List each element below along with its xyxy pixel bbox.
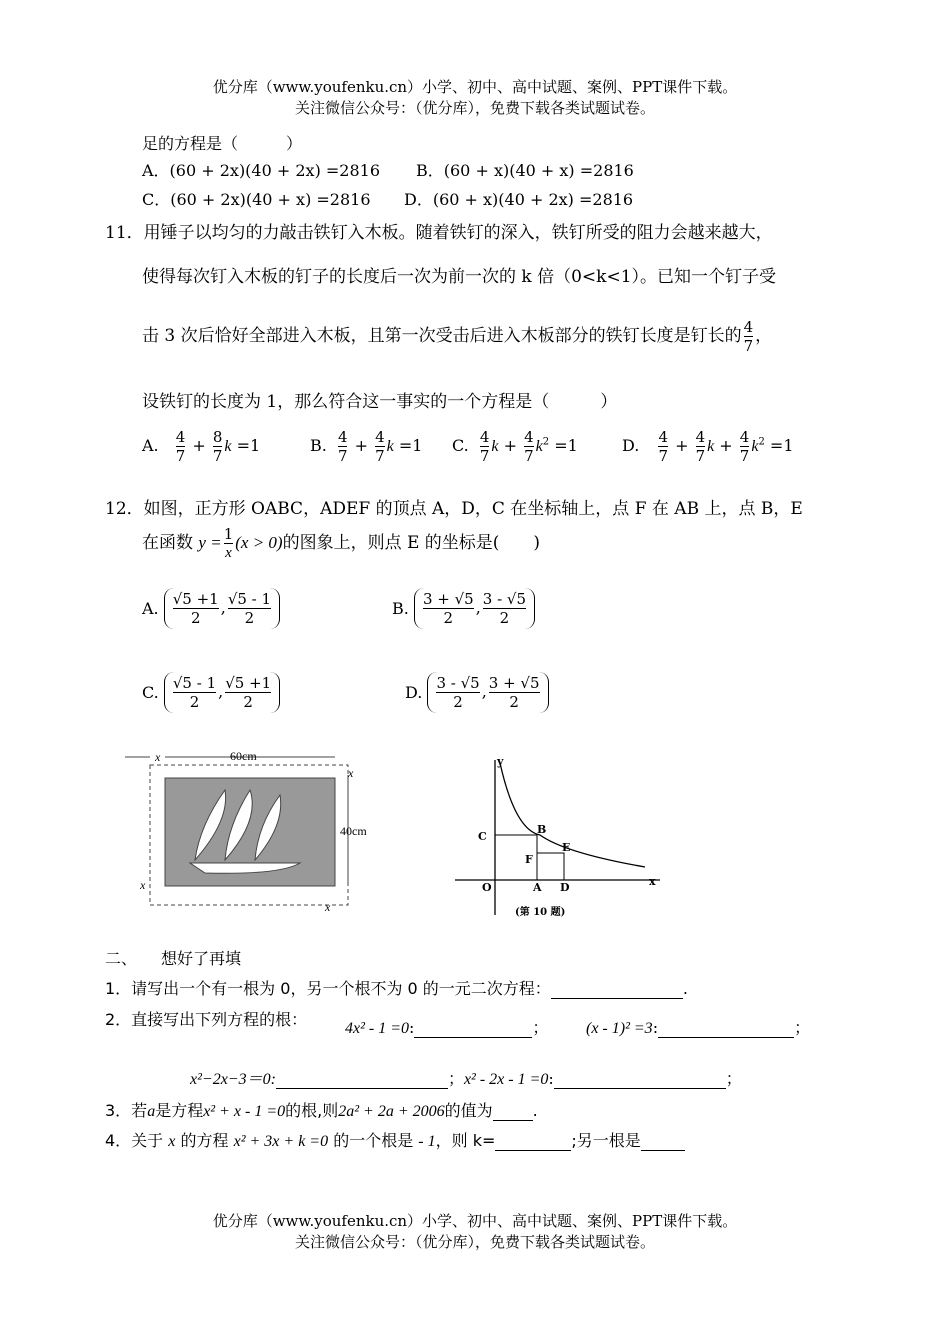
q10-option-a: A．(60 + 2x)(40 + 2x) =2816: [142, 161, 381, 180]
point-a: A: [533, 881, 542, 894]
axis-x-label: x: [649, 875, 656, 888]
s2-q2-blank-4[interactable]: [554, 1088, 726, 1089]
q12-line-2-pre: 在函数: [142, 533, 193, 553]
q11-line-2: 使得每次钉入木板的钉子的长度后一次为前一次的 k 倍（0<k<1）。已知一个钉子受: [142, 267, 777, 287]
option-label: A.: [142, 436, 159, 455]
q12-option-d: D. $\frac{3 - √5}{2}$ , $\frac{3 + √5}{2}$: [405, 672, 549, 713]
q11-line-4: 设铁钉的长度为 1，那么符合这一事实的一个方程是（ ）: [142, 392, 618, 412]
fig-height-label: 40cm: [340, 824, 367, 838]
q12-line-1: 12．如图，正方形 OABC，ADEF 的顶点 A，D，C 在坐标轴上，点 F 在 AB 上，点 B，E: [105, 499, 803, 519]
s2-q4: 4．关于 x 的方程 x² + 3x + k =0 的一个根是 - 1，则 k= ;另一根是: [105, 1128, 685, 1151]
figure-hyperbola: [445, 755, 675, 925]
q11-line-1: 11．用锤子以均匀的力敲击铁钉入木板。随着铁钉的深入，铁钉所受的阻力会越来越大，: [105, 223, 773, 243]
point-o: O: [482, 881, 492, 894]
figure-caption: (第 10 题): [515, 907, 566, 918]
q11-frac-den: 7: [743, 337, 754, 355]
option-label: D.: [622, 436, 640, 455]
header-line-2: 关注微信公众号：（优分库），免费下载各类试题试卷。: [294, 99, 655, 117]
point-e: E: [562, 841, 571, 854]
q11-line-3: [142, 318, 772, 355]
q11-line-3-text: 击 3 次后恰好全部进入木板，且第一次受击后进入木板部分的铁钉长度是钉长的: [142, 326, 742, 346]
point-c: C: [478, 830, 487, 843]
fig-x-top: x: [155, 750, 161, 764]
s2-q2-blank-2[interactable]: [658, 1037, 794, 1038]
q12-line-2: 在函数 y = $\frac{1}{x}$ (x > 0)的图象上，则点 E 的坐标是( ): [142, 525, 541, 561]
point-f: F: [525, 853, 533, 866]
s2-q2-eq1: 4x² - 1 =0: ；: [345, 1018, 549, 1037]
q11-option-c: C. $\frac{4}{7}$ k + $\frac{4}{7}$ $k^2 =1$: [452, 428, 578, 465]
s2-q4-blank-k[interactable]: [495, 1150, 571, 1151]
q11-frac-num: 4: [743, 318, 754, 336]
s2-q2-text: 2．直接写出下列方程的根：: [105, 1010, 308, 1029]
q11-line-3-end: ，: [755, 326, 773, 346]
q12-option-a: A. $\frac{√5 +1}{2}$ , $\frac{√5 - 1}{2}$: [142, 588, 280, 629]
q10-stem-tail: 足的方程是（ ）: [142, 134, 303, 153]
s2-q2-blank-3[interactable]: [276, 1088, 448, 1089]
s2-q1-text: 1．请写出一个有一根为 0，另一个根不为 0 的一元二次方程：: [105, 979, 551, 998]
s2-q2-eq3: x²−2x−3＝0: ；x² - 2x - 1 =0: ；: [190, 1069, 742, 1088]
header-line-1: 优分库（www.youfenku.cn）小学、初中、高中试题、案例、PPT课件下载。: [212, 78, 738, 96]
fig-x-right: x: [348, 766, 354, 780]
option-label: C.: [452, 436, 469, 455]
fig-x-left: x: [140, 878, 146, 892]
q10-option-b: B．(60 + x)(40 + x) =2816: [416, 161, 634, 180]
s2-q2-eq2: (x - 1)² =3: ；: [586, 1018, 811, 1037]
fig-x-bottom: x: [325, 900, 331, 914]
q10-option-c: C．(60 + 2x)(40 + x) =2816: [142, 190, 371, 209]
fig-width-label: 60cm: [230, 749, 257, 763]
s2-q3-blank[interactable]: [493, 1120, 533, 1121]
func-y: y =: [198, 533, 222, 552]
q11-option-b: B. $\frac{4}{7}$ + $\frac{4}{7}$ k =1: [310, 428, 423, 465]
s2-q3: 3．若a是方程x² + x - 1 =0的根,则2a² + 2a + 2006的值为 .: [105, 1101, 538, 1120]
q11-fraction: [744, 318, 754, 355]
axis-y-label: y: [497, 755, 504, 768]
q11-option-d: D. $\frac{4}{7}$ + $\frac{4}{7}$ k + $\frac{4}{7}$ $k^2 =1$: [622, 428, 794, 465]
s2-q1: 1．请写出一个有一根为 0，另一个根不为 0 的一元二次方程： .: [105, 979, 688, 998]
point-d: D: [560, 881, 570, 894]
footer-line-2: 关注微信公众号：（优分库），免费下载各类试题试卷。: [294, 1233, 655, 1251]
s2-q2: [105, 1007, 307, 1030]
q12-option-b: B. $\frac{3 + √5}{2}$ , $\frac{3 - √5}{2}$: [392, 588, 535, 629]
func-cond: (x > 0): [235, 533, 283, 552]
q10-option-d: D．(60 + x)(40 + 2x) =2816: [404, 190, 634, 209]
option-label: B.: [310, 436, 327, 455]
q12-option-c: C. $\frac{√5 - 1}{2}$ , $\frac{√5 +1}{2}$: [142, 672, 280, 713]
section-2-title: 二、 想好了再填: [105, 949, 242, 968]
s2-q4-blank-root[interactable]: [641, 1150, 685, 1151]
s2-q1-blank[interactable]: [551, 998, 683, 999]
q12-line-2-post: 的图象上，则点 E 的坐标是( ): [282, 533, 541, 553]
figure-picture-frame: [120, 745, 370, 915]
q11-option-a: A. $\frac{4}{7}$ + $\frac{8}{7}$ k =1: [142, 428, 261, 465]
point-b: B: [537, 823, 547, 836]
s2-q2-blank-1[interactable]: [414, 1037, 532, 1038]
footer-line-1: 优分库（www.youfenku.cn）小学、初中、高中试题、案例、PPT课件下载。: [212, 1212, 738, 1230]
